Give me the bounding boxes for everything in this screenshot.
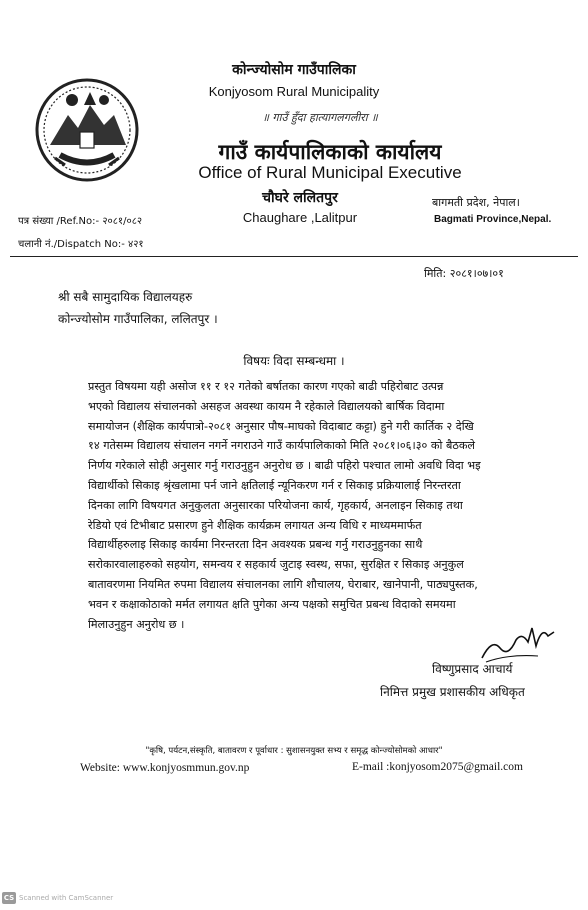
office-name-en: Office of Rural Municipal Executive [198,163,462,182]
date-value: २०८१।०७।०१ [449,267,504,280]
body-line: दिनका लागि विषयगत अनुकुलता अनुसारका परियोजना कार्य, गृहकार्य, अनलाइन सिकाइ तथा [88,498,463,512]
signatory-name: विष्णुप्रसाद आचार्य [432,662,513,676]
body-line: भवन र कक्षाकोठाको मर्मत लगायत क्षति पुगेका अन्य पक्षको समुचित प्रबन्ध विदाको समयमा [88,597,456,611]
body-line: १४ गतेसम्म विद्यालय संचालन नगर्ने नगराउने गाउँ कार्यपालिकाको मिति २०८१।०६।३० को बैठकले [88,439,476,453]
municipality-name-np: कोन्ज्योसोम गाउँपालिका [232,62,356,78]
body-line: रेडियो एवं टिभीबाट प्रसारण हुने शैक्षिक कार्यक्रम लगायत अन्य विधि र माध्यममार्फत [88,518,422,532]
signatory-title: निमित्त प्रमुख प्रशासकीय अधिकृत [380,685,525,699]
ref-value: २०८१/०८२ [102,216,143,227]
body-line: विद्यार्थीको सिकाइ श्रृंखलामा पर्न जाने क्षतिलाई न्यूनिकरण गर्न र सिकाइ प्रक्रियालाई निरन्तरता [88,478,461,492]
tagline-np: ॥ गाउँ हुँदा हात्यागलगलीरा ॥ [262,111,378,124]
header-divider [10,256,578,257]
location-np: चौघरे ललितपुर [262,190,338,206]
dispatch-value: ४२१ [128,239,144,250]
body-line: निर्णय गरेकाले सोही अनुसार गर्नु गराउनुहुन अनुरोध छ । बाढी पहिरो पश्चात लामो अवधि विदा भइ [88,459,481,473]
camscanner-icon: CS [3,894,15,902]
municipality-name-en: Konjyosom Rural Municipality [208,84,380,99]
ref-label: पत्र संख्या /Ref.No:- [18,216,100,227]
letter-subject: विषयः विदा सम्बन्धमा । [243,354,345,368]
recipient-line-1: श्री सबै सामुदायिक विद्यालयहरु [58,290,193,304]
footer-motto: "कृषि, पर्यटन,संस्कृति, बातावरण र पूर्वाधार : सुशासनयुक्त सभ्य र समृद्ध कोन्ज्योसोमको आधार" [145,746,443,756]
letter-date [424,266,504,281]
location-en: Chaughare ,Lalitpur [242,210,358,225]
footer-email[interactable]: E-mail :konjyosom2075@gmail.com [352,761,523,773]
province-en: Bagmati Province,Nepal. [434,214,552,225]
body-line: मिलाउनुहुन अनुरोध छ । [88,617,185,631]
body-line: विद्यार्थीहरुलाइ सिकाइ कार्यमा निरन्तरता दिन अवश्यक प्रबन्ध गर्नु गराउनुहुनका साथै [88,538,423,552]
date-label: मिति: [424,267,447,280]
dispatch-label: चलानी नं./Dispatch No:- [18,239,125,250]
scanner-watermark: Scanned with CamScanner [19,894,114,902]
body-line: सरोकारवालाहरुको सहयोग, समन्वय र सहकार्य जुटाइ स्वस्थ, सफा, सुरक्षित र सिकाइ अनुकुल [88,558,464,572]
body-line: प्रस्तुत विषयमा यही असोज ११ र १२ गतेको बर्षातका कारण गएको बाढी पहिरोबाट उत्पन्न [88,380,444,393]
letter-body [88,377,538,634]
body-line: समायोजन (शैक्षिक कार्यपात्रो-२०८१ अनुसार पौष-माघको विदाबाट कट्टा) हुने गरी कार्तिक २ देखि [88,419,474,433]
body-line: बातावरणमा नियमित रुपमा विद्यालय संचालनका लागि शौचालय, घेराबार, खानेपानी, पाठ्यपुस्तक, [88,577,478,591]
dispatch-number [18,236,144,250]
recipient-line-2: कोन्ज्योसोम गाउँपालिका, ललितपुर । [58,312,218,326]
footer-website[interactable]: Website: www.konjyosmmun.gov.np [80,762,250,774]
province-np: बागमती प्रदेश, नेपाल। [432,196,520,209]
reference-number [18,213,142,227]
body-line: भएको विद्यालय संचालनको असहज अवस्था कायम नै रहेकाले विद्यालयको बार्षिक विदामा [88,399,445,413]
office-name-np: गाउँ कार्यपालिकाको कार्यालय [218,140,442,164]
